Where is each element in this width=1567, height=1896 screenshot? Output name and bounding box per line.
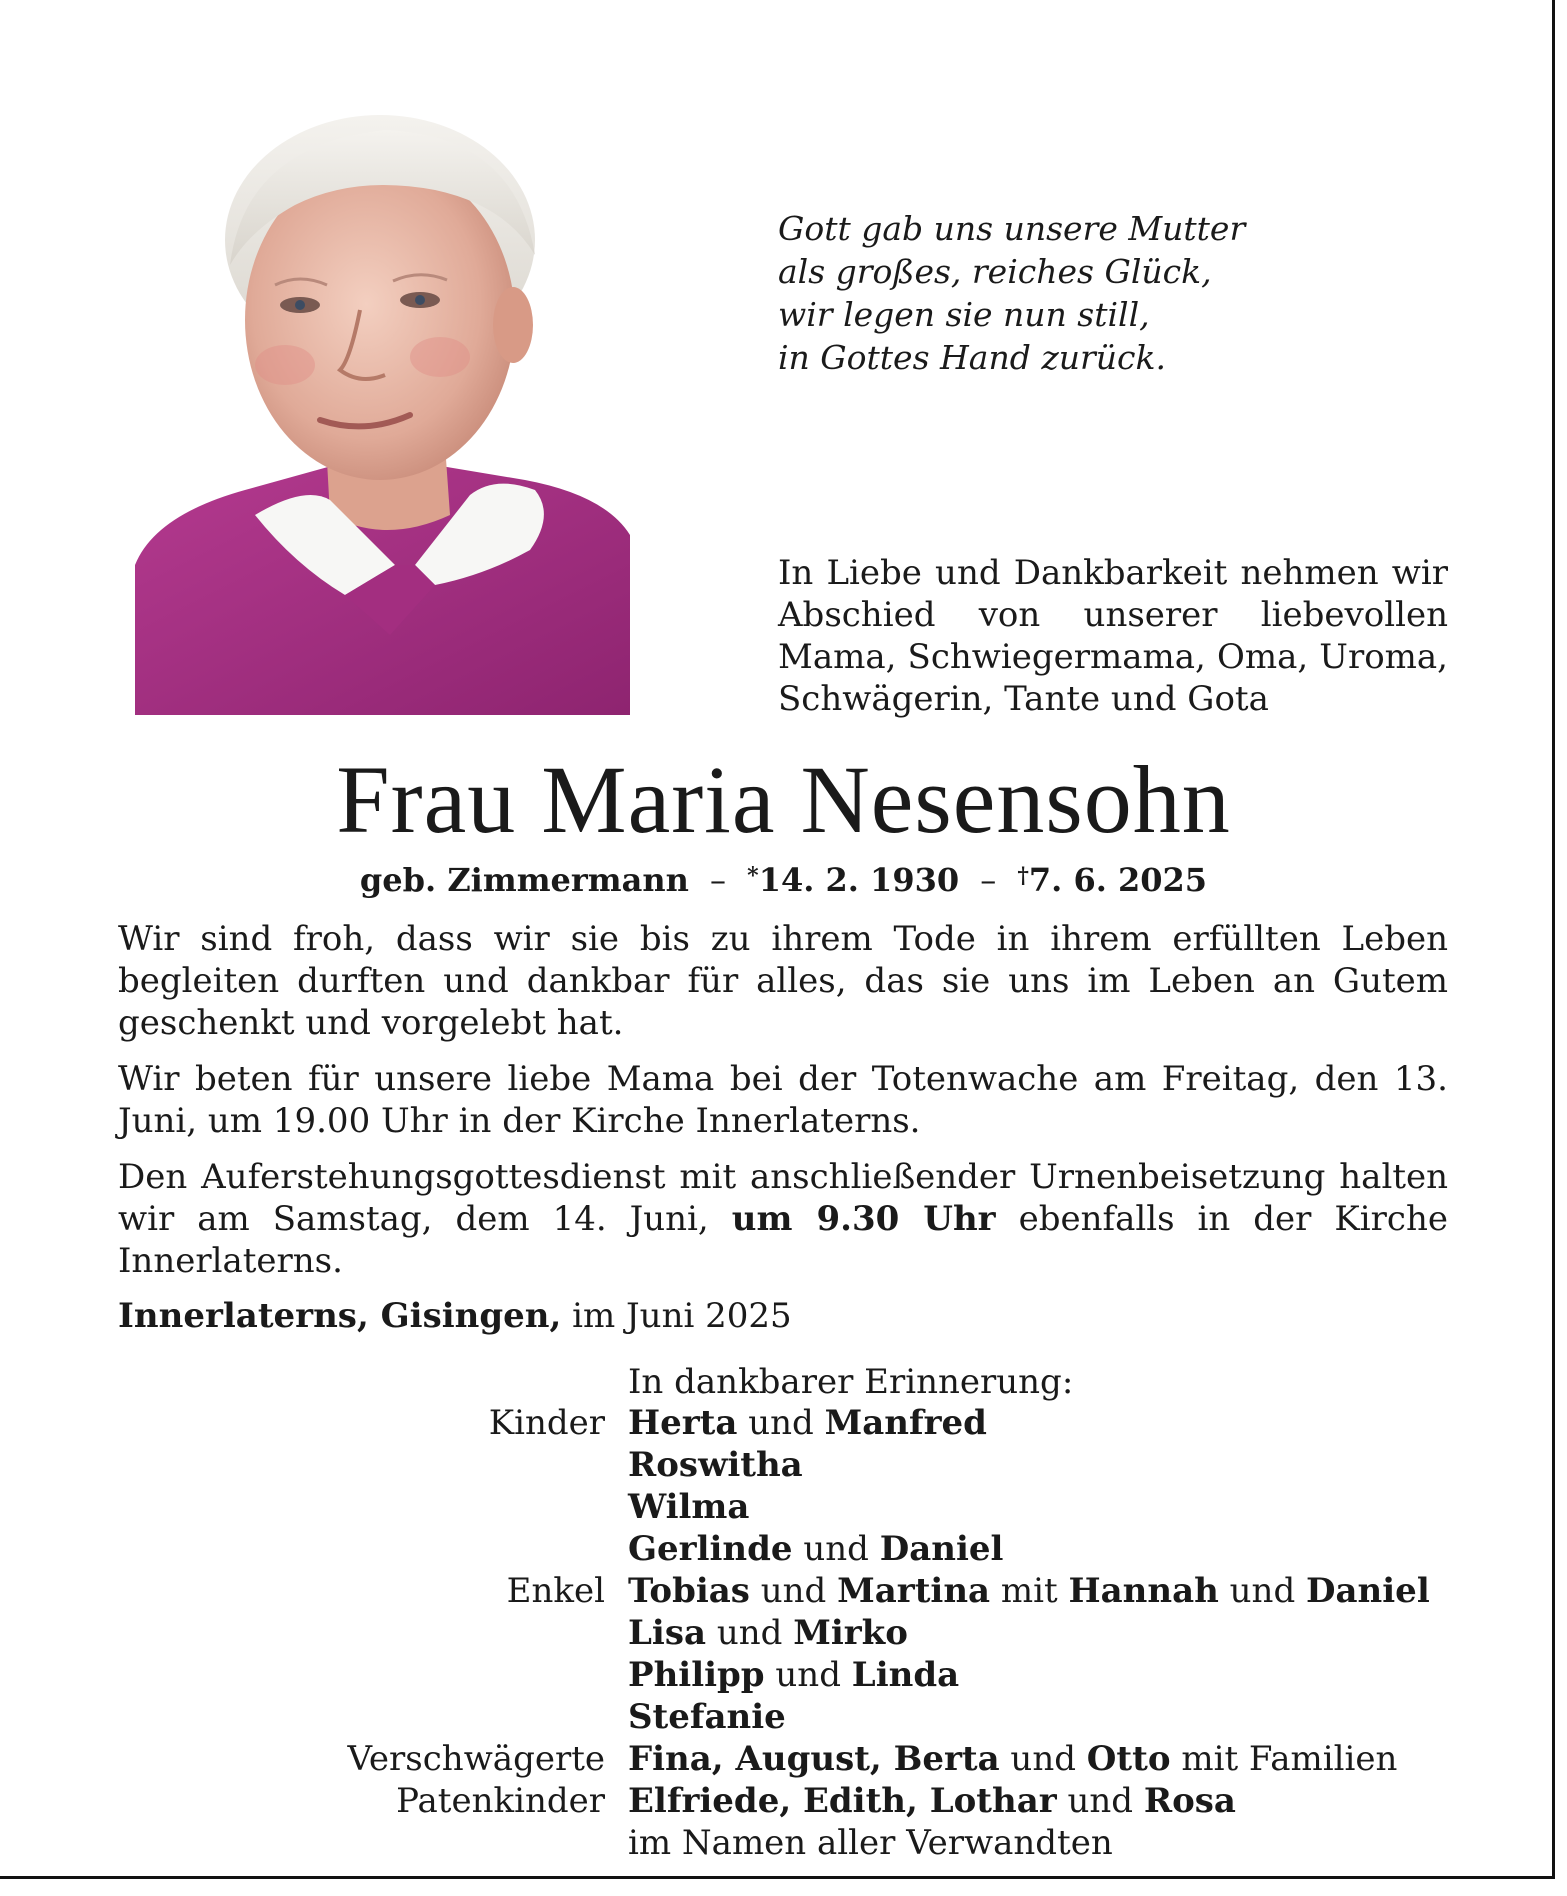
paragraph-gratitude: Wir sind froh, dass wir sie bis zu ihrem Tode in ihrem erfüllten Leben begleiten durften und dankbar für alles, das sie uns im Leben an Gutem geschenkt und vorgelebt hat. (118, 919, 1448, 1043)
service-text: Den Auferstehungsgottesdienst mit anschließender Urnenbeisetzung halten wir am Samstag, dem 14. Juni, (118, 1157, 1448, 1239)
died-symbol: † (1017, 863, 1029, 889)
grandchild-partner-name: Linda (851, 1655, 960, 1695)
conjunction: und (775, 1655, 841, 1695)
conjunction: und (1010, 1739, 1076, 1779)
service-location: ebenfalls in der Kirche Innerlaterns. (118, 1199, 1448, 1281)
grandchild-partner-name: Martina (837, 1571, 991, 1611)
grandchild-name: Tobias (628, 1571, 750, 1611)
family-label-kinder: Kinder (488, 1403, 605, 1443)
child-name: Herta (628, 1403, 738, 1443)
family-label-verschwaegerte: Verschwägerte (347, 1739, 605, 1779)
thanks-line: In dankbarer Erinnerung: (628, 1362, 1074, 1402)
poem (778, 207, 1245, 379)
grandchild-name: Philipp (628, 1655, 765, 1695)
closing-line: im Namen aller Verwandten (628, 1823, 1113, 1863)
great-grandchild-name: Daniel (1306, 1571, 1430, 1611)
family-label-enkel: Enkel (506, 1571, 605, 1611)
conjunction: und (716, 1613, 783, 1653)
paragraph-vigil: Wir beten für unsere liebe Mama bei der Totenwache am Freitag, den 13. Juni, um 19.00 Uhr in der Kirche Innerlaterns. (118, 1059, 1448, 1141)
poem-line: Gott gab uns unsere Mutter (778, 209, 1246, 248)
with-families-text: mit Familien (1181, 1739, 1398, 1779)
death-date: 7. 6. 2025 (1028, 861, 1208, 899)
life-dates (0, 858, 1567, 902)
conjunction: und (1229, 1571, 1296, 1611)
conjunction: und (748, 1403, 814, 1443)
child-name: Gerlinde (628, 1529, 793, 1569)
grandchild-partner-name: Mirko (793, 1613, 908, 1653)
conjunction: und (760, 1571, 827, 1611)
born-symbol: * (747, 863, 759, 889)
child-partner-name: Manfred (824, 1403, 987, 1443)
grandchild-name: Stefanie (628, 1697, 786, 1737)
poem-line: wir legen sie nun still, (778, 295, 1150, 334)
child-partner-name: Daniel (879, 1529, 1004, 1569)
birth-date: 14. 2. 1930 (758, 861, 960, 899)
grandchild-name: Lisa (628, 1613, 706, 1653)
godchild-name: Rosa (1143, 1781, 1236, 1821)
child-name: Roswitha (628, 1445, 803, 1485)
conjunction: und (1067, 1781, 1134, 1821)
poem-line: in Gottes Hand zurück. (778, 338, 1166, 377)
family-label-patenkinder: Patenkinder (396, 1781, 605, 1821)
great-grandchild-name: Hannah (1068, 1571, 1219, 1611)
poem-line: als großes, reiches Glück, (778, 252, 1212, 291)
intro-text: In Liebe und Dankbarkeit nehmen wir Abschied von unserer liebevollen Mama, Schwiegermama, Oma, Uroma, Schwägerin, Tante und Gota (778, 553, 1448, 719)
dash: – (710, 861, 727, 899)
service-time: um 9.30 Uhr (731, 1199, 996, 1239)
conjunction: mit (1000, 1571, 1058, 1611)
child-name: Wilma (628, 1487, 750, 1527)
in-law-name: Otto (1086, 1739, 1171, 1779)
place-date (118, 1295, 792, 1337)
godchild-names: Elfriede, Edith, Lothar (628, 1781, 1057, 1821)
place-names: Innerlaterns, Gisingen, (118, 1296, 562, 1336)
conjunction: und (803, 1529, 869, 1569)
maiden-name: geb. Zimmermann (359, 861, 689, 899)
date-text: im Juni 2025 (572, 1296, 792, 1336)
in-law-names: Fina, August, Berta (628, 1739, 1000, 1779)
deceased-name: Frau Maria Nesensohn (336, 746, 1231, 853)
portrait-photo (135, 95, 630, 715)
paragraph-service (118, 1156, 1448, 1282)
dash: – (980, 861, 997, 899)
